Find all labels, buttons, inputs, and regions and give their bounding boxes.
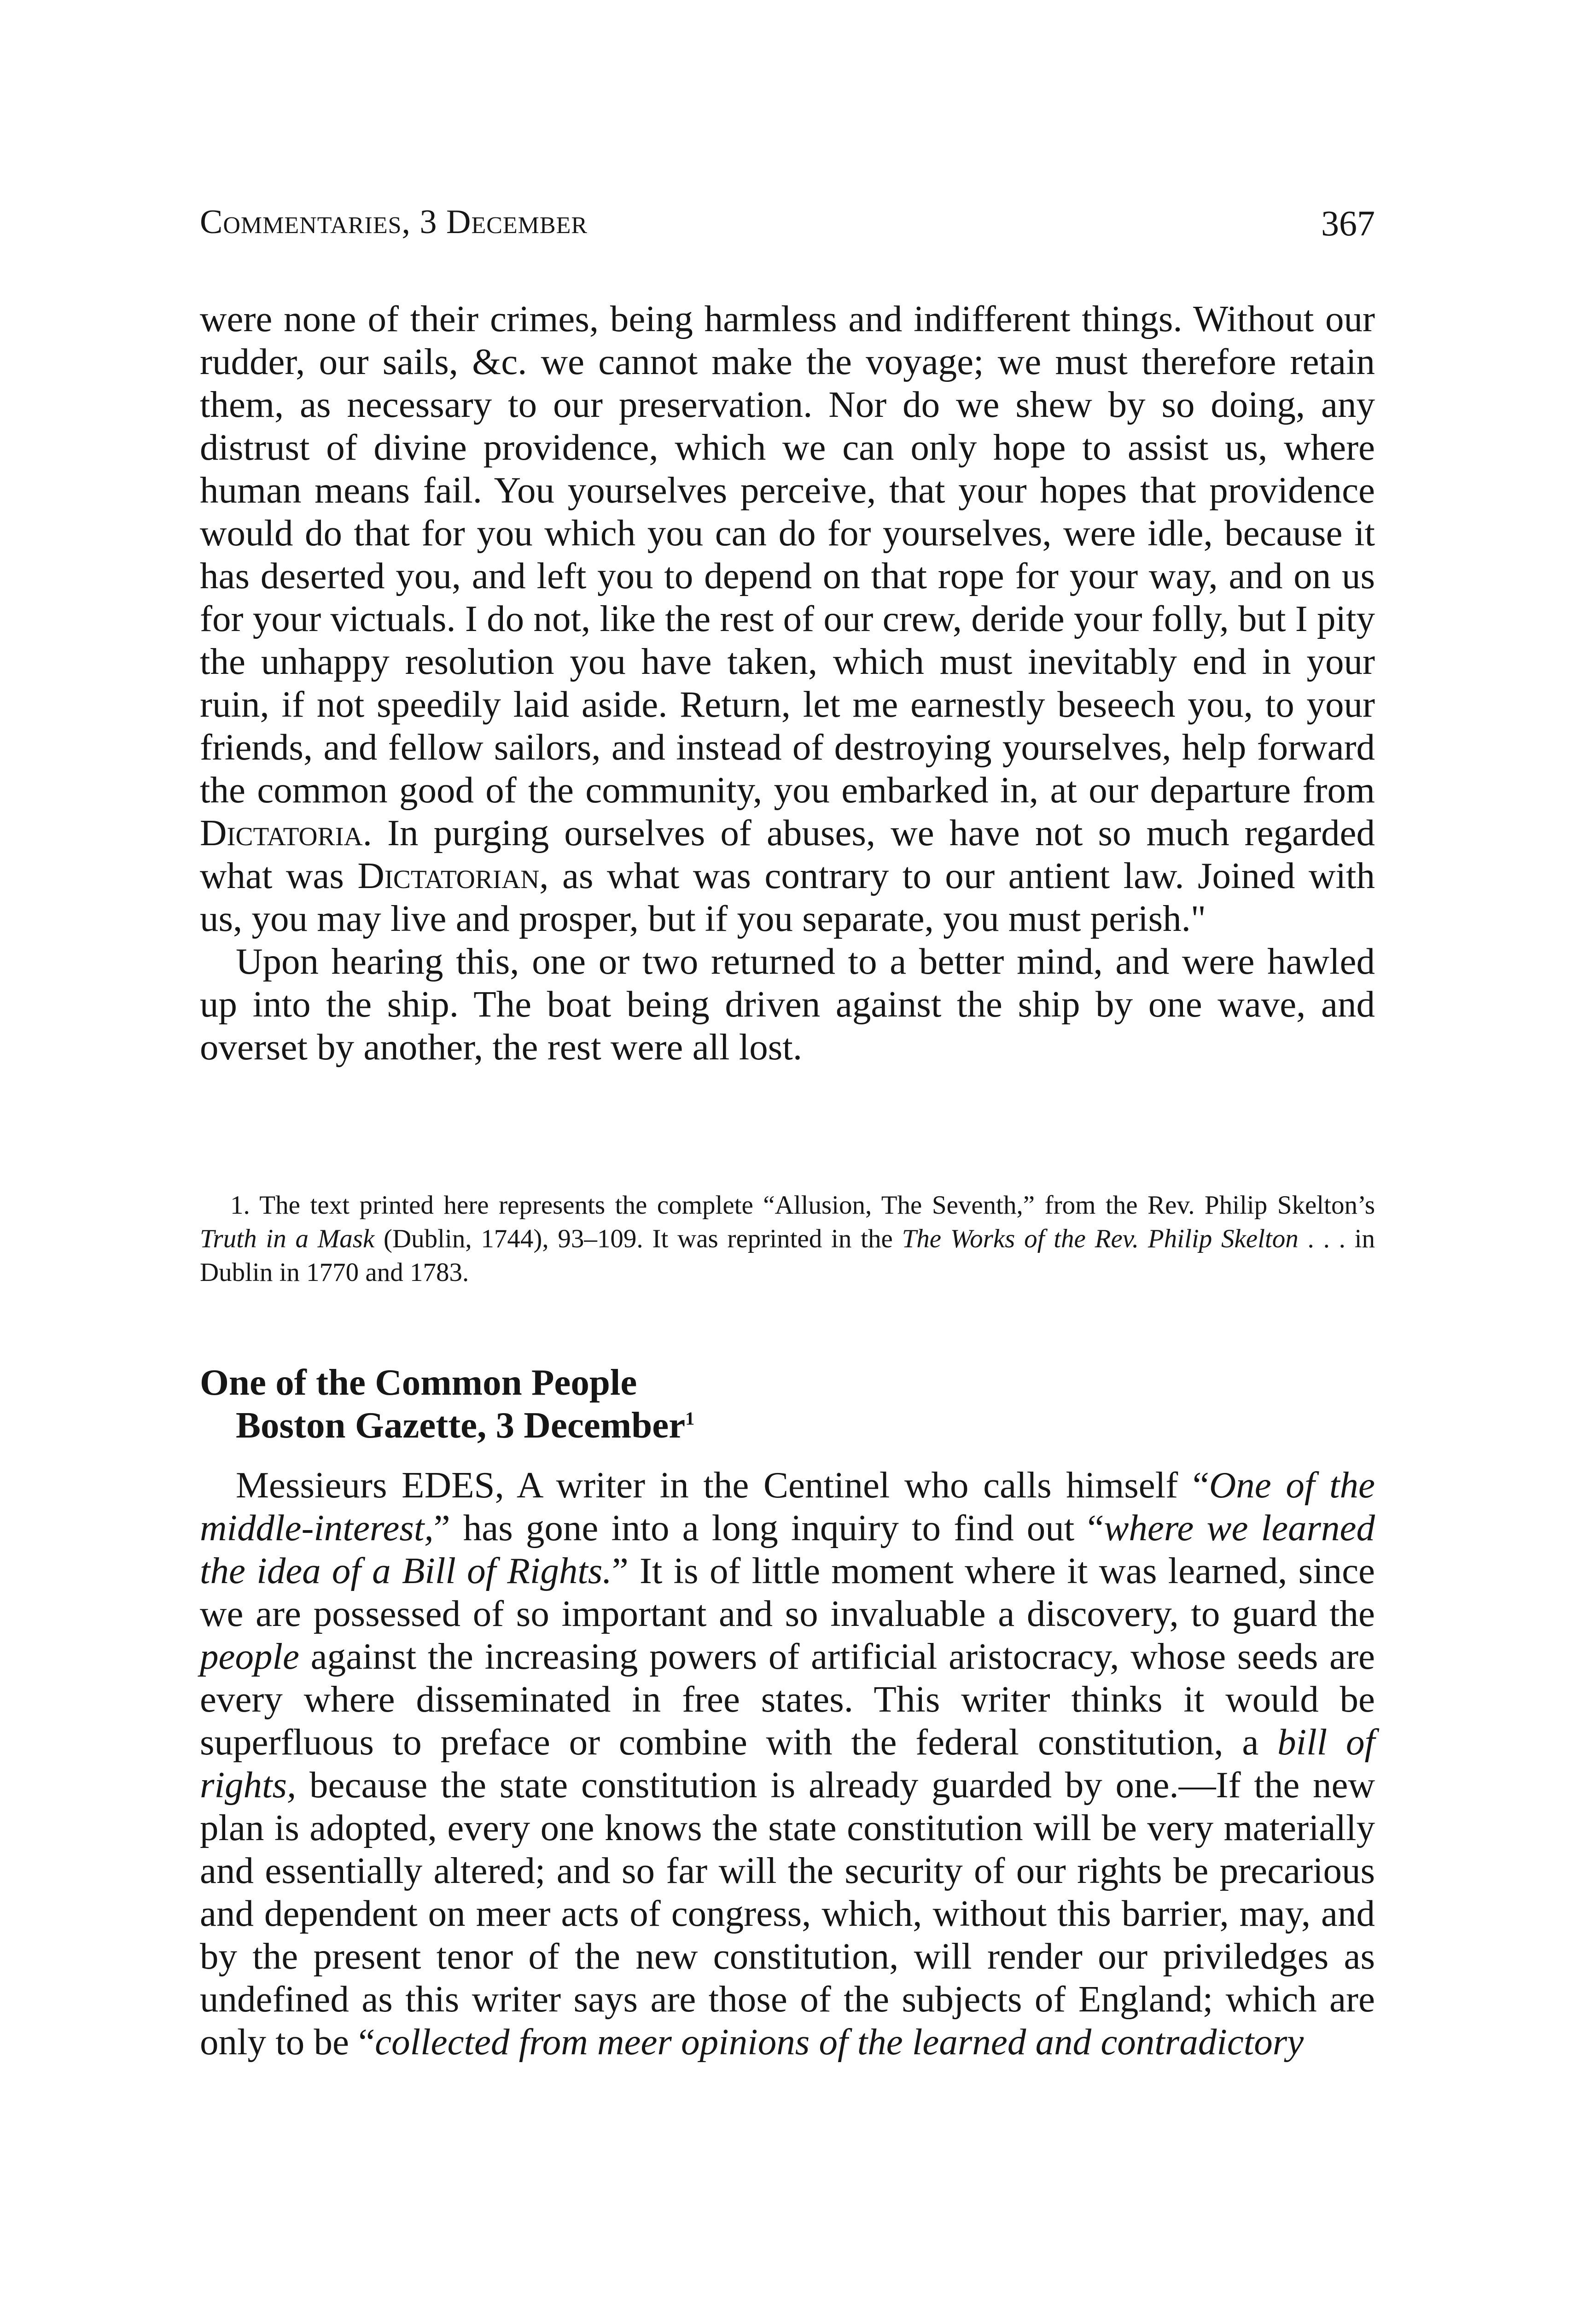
running-head: Commentaries, 3 December: [200, 203, 588, 241]
text-run: (Dublin, 1744), 93–109. It was reprinted in the: [374, 1224, 902, 1253]
text-run: ” It is of little moment where it was learned, since we are possessed of so important and so invaluable a discovery, to guard the: [200, 1550, 1375, 1634]
text-run: . In purging ourselves of abuses, we have not so much regarded what was: [200, 812, 1375, 896]
article-body: [200, 1464, 1375, 2063]
body-text: [200, 298, 1375, 1069]
small-caps-term: Dictatoria: [200, 812, 363, 853]
article-heading: [200, 1361, 1375, 1447]
paragraph: Upon hearing this, one or two returned to a better mind, and were hawled up into the ship. The boat being driven against the ship by one wave, and overset by another, the rest were all lost.: [200, 941, 1375, 1068]
small-caps-term: Dictatorian: [357, 855, 540, 896]
page-number: 367: [1321, 203, 1375, 243]
article-title: One of the Common People: [200, 1362, 637, 1403]
footnote-ref: 1: [685, 1408, 695, 1429]
text-run: , as what was contrary to our antient law. Joined with us, you may live and prosper, but if you separate, you must perish.": [200, 855, 1375, 939]
article-source-text: Boston Gazette, 3 December: [236, 1404, 686, 1446]
text-run: 1. The text printed here represents the complete “Allusion, The Seventh,” from the Rev. Philip Skelton’s: [230, 1191, 1375, 1220]
italic-run: people: [200, 1636, 299, 1677]
text-run: because the state constitution is already guarded by one.—If the new plan is adopted, every one knows the state constitution will be very materially and essentially altered; and so far will the security of our rights be precarious and dependent on meer acts of congress, which, without this barrier, may, and by the present tenor of the new constitution, will render our priviledges as undefined as this writer says are those of the subjects of England; which are only to be “: [200, 1764, 1375, 2063]
page-header: [200, 203, 1375, 253]
text-run: were none of their crimes, being harmless and indifferent things. Without our rudder, our sails, &c. we cannot make the voyage; we must therefore retain them, as necessary to our preservation. Nor do we shew by so doing, any distrust of divine providence, which we can only hope to assist us, where human means fail. You yourselves perceive, that your hopes that providence would do that for you which you can do for yourselves, were idle, because it has deserted you, and left you to depend on that rope for your way, and on us for your victuals. I do not, like the rest of our crew, deride your folly, but I pity the unhappy resolution you have taken, which must inevitably end in your ruin, if not speedily laid aside. Return, let me earnestly beseech you, to your friends, and fellow sailors, and instead of destroying yourselves, help forward the common good of the community, you embarked in, at our departure from: [200, 298, 1375, 811]
italic-title: The Works of the Rev. Philip Skelton: [902, 1224, 1299, 1253]
italic-run: collected from meer opinions of the learned and contradictory: [375, 2021, 1304, 2063]
text-run: ” has gone into a long inquiry to find out “: [433, 1507, 1104, 1549]
italic-run: One of the middle-interest,: [200, 1464, 1375, 1549]
italic-run: where we learned the idea of a Bill of Rights.: [200, 1507, 1375, 1591]
paragraph-continued: [200, 298, 1375, 940]
footnote: [200, 1188, 1375, 1289]
italic-title: Truth in a Mask: [200, 1224, 375, 1253]
text-run: against the increasing powers of artificial aristocracy, whose seeds are every where disseminated in free states. This writer thinks it would be superfluous to preface or combine with the federal constitution, a: [200, 1636, 1375, 1763]
text-run: Messieurs EDES, A writer in the Centinel who calls himself “: [236, 1464, 1209, 1506]
text-run: . . . in Dublin in 1770 and 1783.: [200, 1224, 1375, 1287]
article-source: [200, 1404, 1375, 1447]
italic-run: bill of rights,: [200, 1721, 1375, 1806]
